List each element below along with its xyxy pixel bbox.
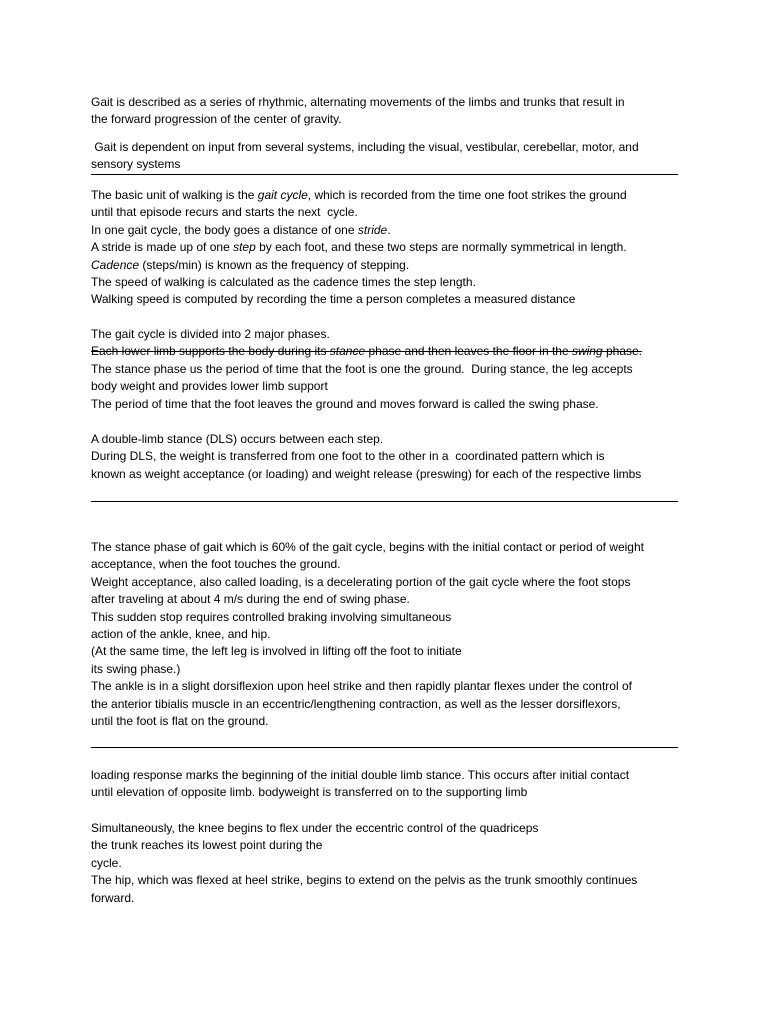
text-line: known as weight acceptance (or loading) and weight release (preswing) for each of the respective limbs [91, 466, 642, 481]
strikethrough-line: Each lower limb supports the body during its stance phase and then leaves the floor in the swing phase. [91, 344, 643, 359]
text-line: The gait cycle is divided into 2 major phases. [91, 327, 330, 341]
text-line: acceptance, when the foot touches the ground. [91, 557, 341, 572]
systems-paragraph [91, 139, 681, 174]
text-line: The speed of walking is calculated as the cadence times the step length. [91, 275, 476, 290]
text-line: until the foot is flat on the ground. [91, 714, 269, 729]
text-line: Gait is described as a series of rhythmic, alternating movements of the limbs and trunks that result in [91, 95, 625, 109]
text-line: The period of time that the foot leaves the ground and moves forward is called the swing phase. [91, 396, 599, 411]
text-line: Weight acceptance, also called loading, is a decelerating portion of the gait cycle where the foot stops [91, 574, 631, 589]
section-divider [91, 174, 678, 175]
text-line: until that episode recurs and starts the next cycle. [91, 205, 358, 220]
section-divider [91, 747, 678, 748]
text-line: Simultaneously, the knee begins to flex under the eccentric control of the quadriceps [91, 821, 539, 835]
text-line: action of the ankle, knee, and hip. [91, 627, 271, 642]
loading-response-paragraph [91, 767, 681, 802]
text-line: The ankle is in a slight dorsiflexion upon heel strike and then rapidly plantar flexes under the control of [91, 679, 632, 694]
text-line: A double-limb stance (DLS) occurs between each step. [91, 432, 384, 446]
stance-paragraph [91, 539, 681, 730]
text-line: until elevation of opposite limb. bodyweight is transferred on to the supporting limb [91, 785, 528, 800]
text-line: after traveling at about 4 m/s during the end of swing phase. [91, 592, 410, 607]
text-line: sensory systems [91, 157, 181, 172]
text-line: body weight and provides lower limb support [91, 379, 328, 394]
text-line: its swing phase.) [91, 661, 181, 676]
phases-paragraph [91, 326, 681, 413]
knee-hip-paragraph [91, 820, 681, 907]
italic-term: gait cycle [257, 188, 308, 202]
text-line: The stance phase of gait which is 60% of the gait cycle, begins with the initial contact or period of weight [91, 540, 644, 554]
text-line: During DLS, the weight is transferred from one foot to the other in a coordinated pattern which is [91, 449, 605, 464]
text-line: The basic unit of walking is the gait cycle, which is recorded from the time one foot strikes the ground [91, 188, 627, 202]
text-line: Walking speed is computed by recording the time a person completes a measured distance [91, 292, 576, 307]
text-line: In one gait cycle, the body goes a distance of one stride. [91, 222, 391, 237]
text-line: cycle. [91, 855, 122, 870]
text-line: The stance phase us the period of time that the foot is one the ground. During stance, the leg accepts [91, 361, 633, 376]
text-line: loading response marks the beginning of the initial double limb stance. This occurs after initial contact [91, 768, 630, 782]
italic-term: stride [357, 222, 388, 237]
text-line: This sudden stop requires controlled braking involving simultaneous [91, 609, 452, 624]
text-line: Cadence (steps/min) is known as the frequency of stepping. [91, 257, 410, 272]
text-line: the anterior tibialis muscle in an eccentric/lengthening contraction, as well as the lesser dorsiflexors, [91, 696, 621, 711]
text-line: forward. [91, 890, 135, 905]
text-line: The hip, which was flexed at heel strike, begins to extend on the pelvis as the trunk smoothly continues [91, 873, 638, 888]
dls-paragraph [91, 431, 681, 483]
text-line: the trunk reaches its lowest point during the [91, 838, 323, 853]
section-divider [91, 501, 678, 502]
text-line: (At the same time, the left leg is involved in lifting off the foot to initiate [91, 644, 462, 659]
text-line: Gait is dependent on input from several systems, including the visual, vestibular, cerebellar, motor, and [91, 140, 639, 154]
italic-term: Cadence [91, 257, 140, 272]
text-line: A stride is made up of one step by each foot, and these two steps are normally symmetrical in length. [91, 240, 627, 255]
text-line: the forward progression of the center of gravity. [91, 112, 342, 127]
gait-cycle-paragraph [91, 187, 681, 309]
italic-term: step [233, 240, 256, 255]
intro-paragraph [91, 94, 681, 129]
